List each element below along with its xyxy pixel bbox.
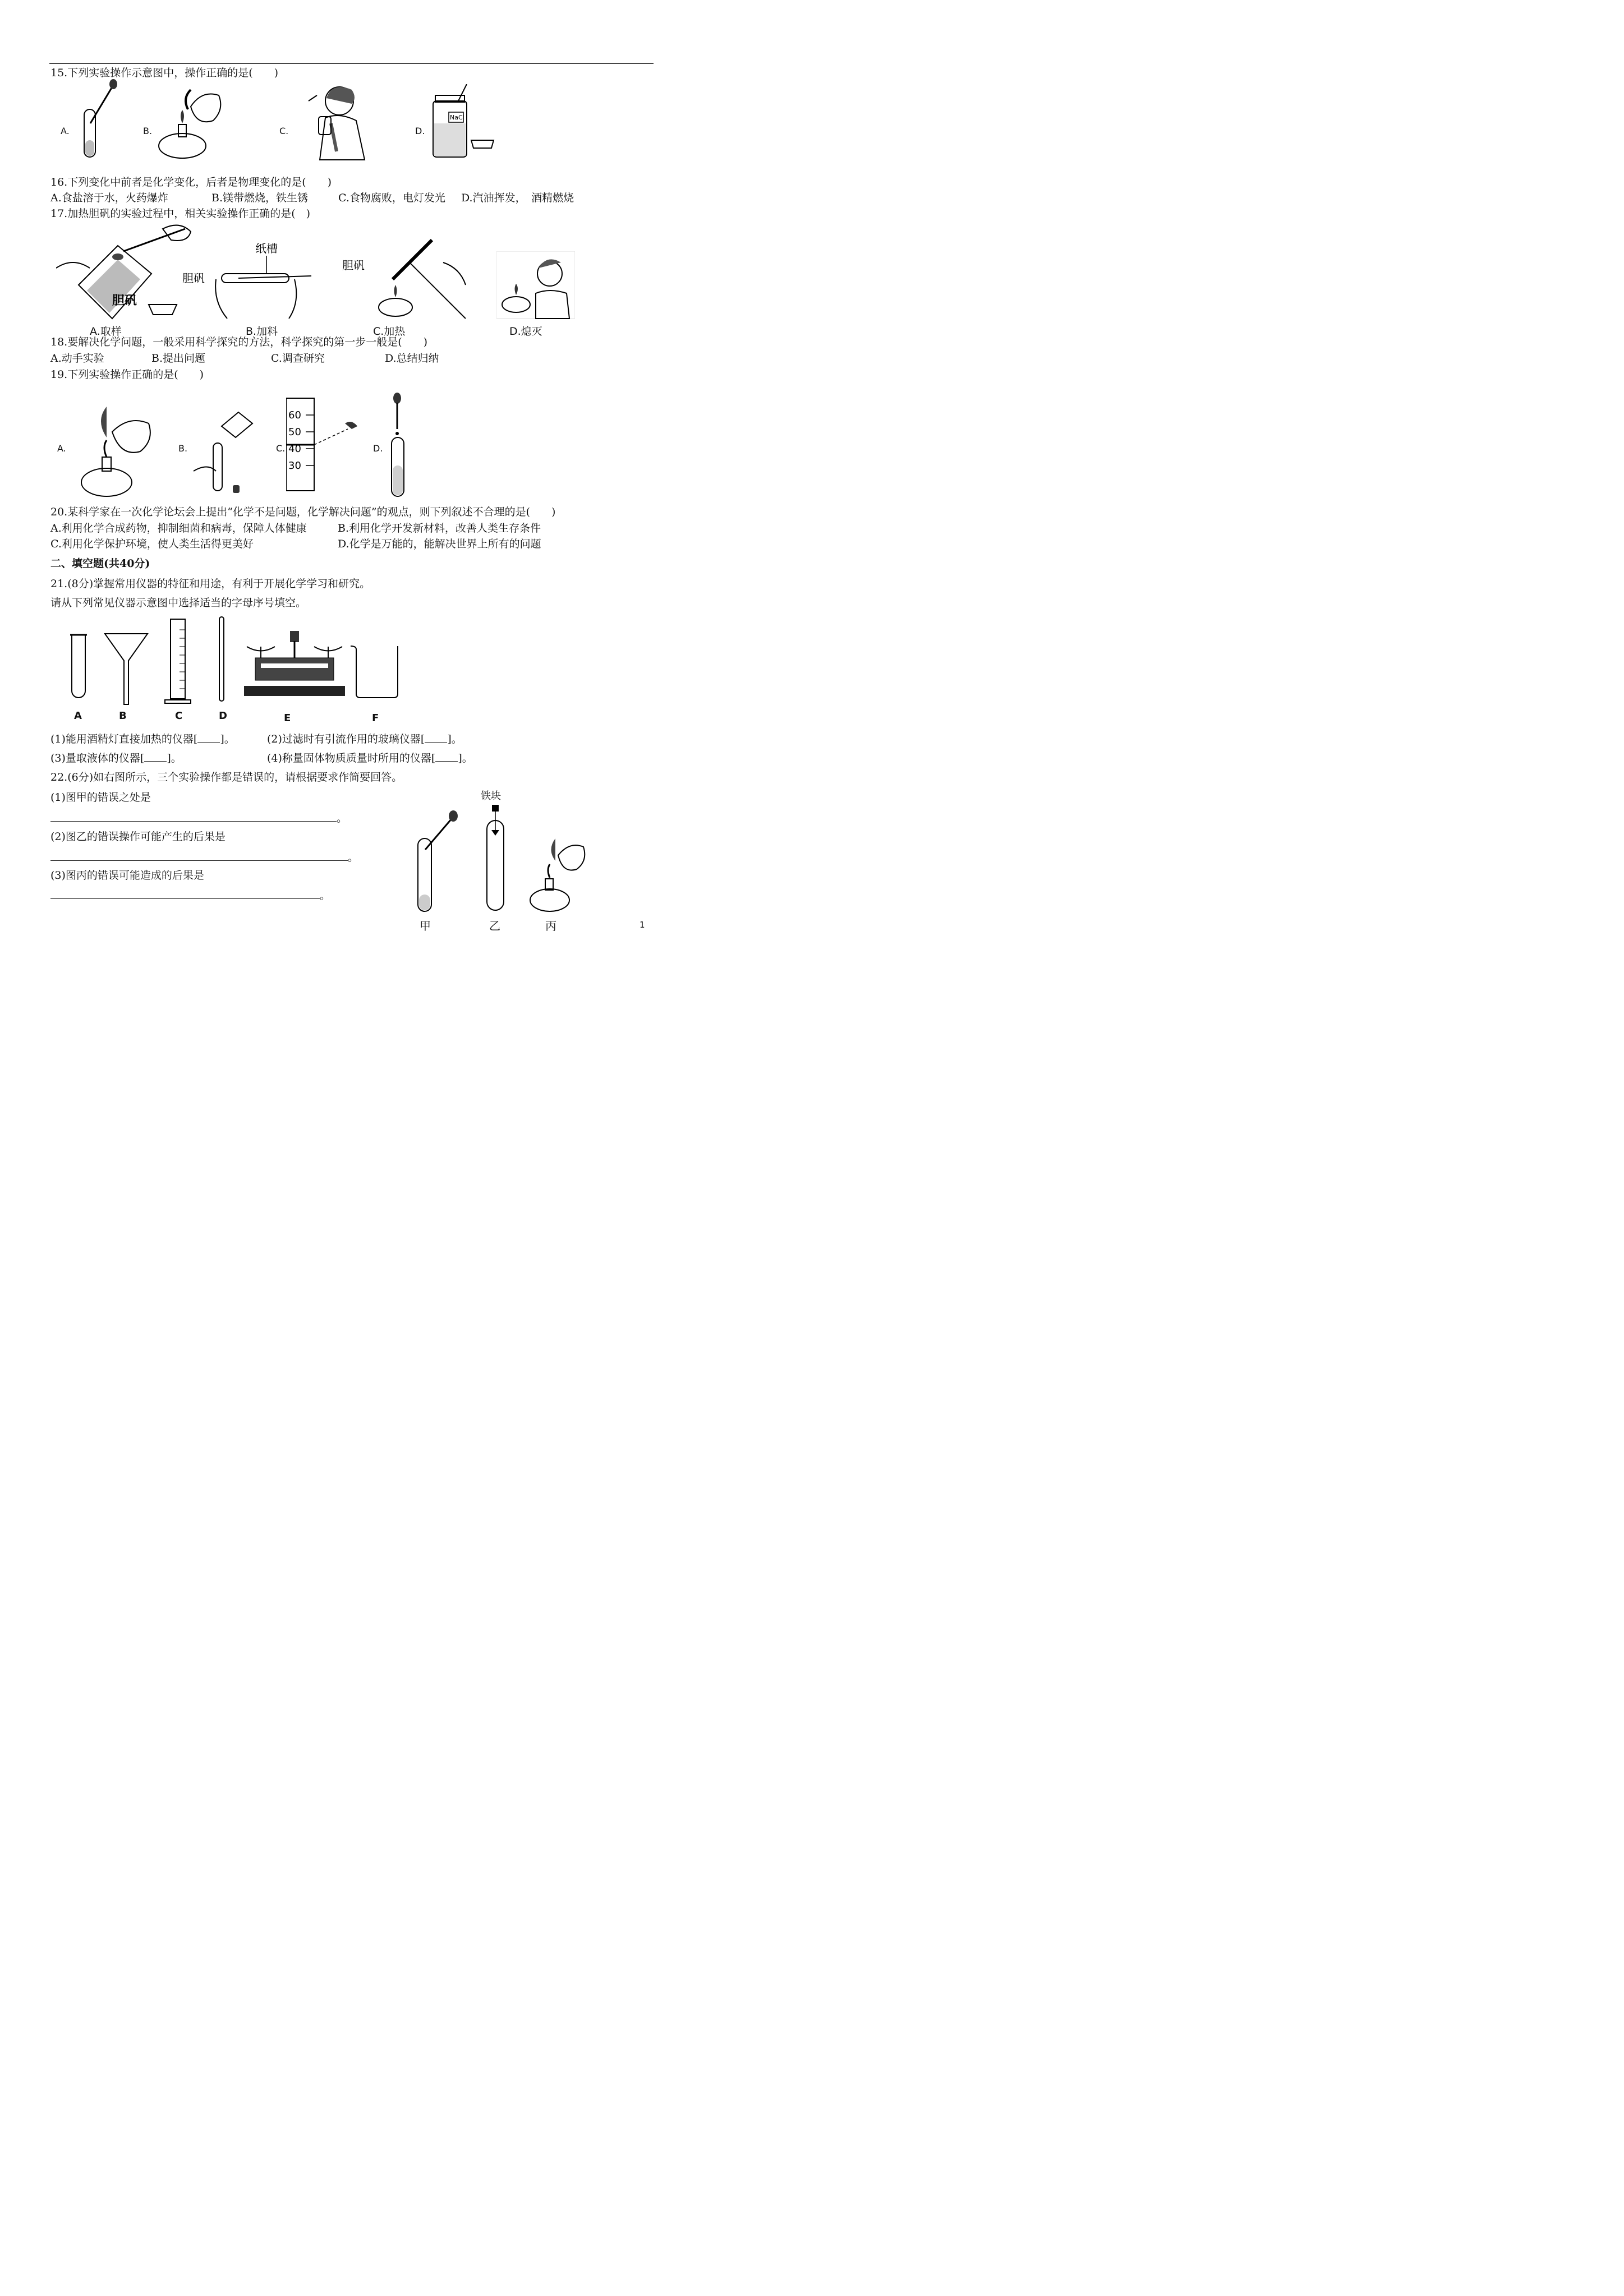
q19-a-lamp-to-lamp-icon xyxy=(73,404,157,499)
q22-answer3 xyxy=(50,888,330,902)
balance-icon xyxy=(244,630,345,708)
q16-option-a: A.食盐溶于水，火药爆炸 xyxy=(50,192,168,204)
q20-stem: 20.某科学家在一次化学论坛会上提出“化学不是问题，化学解决问题”的观点，则下列叙述不合理的是( ) xyxy=(50,506,556,518)
q21-part2-end: 。 xyxy=(451,733,462,745)
q22-part1: (1)图甲的错误之处是 xyxy=(50,791,151,804)
q17-figures xyxy=(50,223,589,338)
section2-title: 二、填空题(共40分) xyxy=(50,557,150,570)
q17-caption-d: D.熄灭 xyxy=(509,325,542,338)
q22-jia-dropper-icon xyxy=(415,810,466,917)
q22-answer2-blank[interactable] xyxy=(50,850,348,861)
q22-answer1 xyxy=(50,811,347,825)
q21-answer1-blank[interactable] xyxy=(197,732,220,743)
q21-part3: (3)量取液体的仪器[ ]。 xyxy=(50,752,182,764)
q16-option-c: C.食物腐败，电灯发光 xyxy=(338,192,445,204)
q15-stem: 15.下列实验操作示意图中，操作正确的是( ) xyxy=(50,67,279,79)
q15-d-nacl-jar-icon xyxy=(427,84,506,163)
q21-part3-end: 。 xyxy=(171,752,182,764)
q22-figures xyxy=(410,788,600,934)
beaker-icon xyxy=(348,644,404,700)
q17-stem: 17.加热胆矾的实验过程中，相关实验操作正确的是( ) xyxy=(50,208,311,220)
q15-label-a: A. xyxy=(61,126,70,136)
instrument-label-b: B xyxy=(119,710,127,722)
funnel-icon xyxy=(104,633,149,706)
q16-option-d: D.汽油挥发， 酒精燃烧 xyxy=(461,192,574,204)
q19-c-tick-50: 50 xyxy=(288,426,301,438)
q21-part2-text: (2)过滤时有引流作用的玻璃仪器 xyxy=(267,733,421,745)
fig-label-yi: 乙 xyxy=(489,919,500,933)
q18-option-b: B.提出问题 xyxy=(151,352,206,365)
q19-figures xyxy=(50,393,443,505)
fig-label-bing: 丙 xyxy=(545,919,556,933)
instrument-label-c: C xyxy=(175,710,183,722)
iron-block-label: 铁块 xyxy=(481,790,501,802)
q17-a-sampling-icon xyxy=(56,223,196,324)
q22-stem: 22.(6分)如右图所示，三个实验操作都是错误的，请根据要求作简要回答。 xyxy=(50,771,403,783)
q18-option-a: A.动手实验 xyxy=(50,352,104,365)
q22-answer1-end: 。 xyxy=(337,812,348,824)
q22-part3: (3)图丙的错误可能造成的后果是 xyxy=(50,869,204,882)
instrument-label-d: D xyxy=(219,710,227,722)
q21-instruments xyxy=(56,616,415,728)
q19-c-tick-30: 30 xyxy=(288,460,301,472)
q17-a-bottle-text: 胆矾 xyxy=(112,294,137,308)
q15-figures xyxy=(50,79,555,168)
q22-answer2 xyxy=(50,850,358,864)
q16-stem: 16.下列变化中前者是化学变化，后者是物理变化的是( ) xyxy=(50,176,332,188)
q19-c-tick-40: 40 xyxy=(288,443,301,455)
q19-b-adding-solid-icon xyxy=(191,404,258,499)
fig-label-jia: 甲 xyxy=(420,919,431,933)
q21-part2: (2)过滤时有引流作用的玻璃仪器[ ]。 xyxy=(267,733,462,745)
q19-label-c: C. xyxy=(276,443,286,454)
q18-option-c: C.调查研究 xyxy=(271,352,325,365)
q15-b-lamp-to-lamp-icon xyxy=(151,84,230,163)
q21-instruction: 请从下列常见仪器示意图中选择适当的字母序号填空。 xyxy=(50,597,307,609)
q17-b-label: 胆矾 xyxy=(182,271,205,285)
q19-c-cylinder-reading-icon xyxy=(286,393,365,499)
q17-c-heating-icon xyxy=(342,229,477,324)
test-tube-icon xyxy=(67,633,90,706)
q21-stem: 21.(8分)掌握常用仪器的特征和用途，有利于开展化学学习和研究。 xyxy=(50,578,371,590)
q19-label-d: D. xyxy=(373,443,383,454)
page-number: 1 xyxy=(640,920,645,930)
q19-label-b: B. xyxy=(178,443,188,454)
instrument-label-a: A xyxy=(74,710,82,722)
glass-rod-icon xyxy=(217,616,226,706)
q22-bing-lamp-icon xyxy=(527,838,589,917)
q21-answer2-blank[interactable] xyxy=(425,732,447,743)
q15-d-jar-label: NaCl xyxy=(450,114,464,121)
q15-label-c: C. xyxy=(279,126,289,136)
q21-part4-text: (4)称量固体物质质量时所用的仪器 xyxy=(267,752,431,764)
q15-label-d: D. xyxy=(415,126,425,136)
q21-answer4-blank[interactable] xyxy=(435,751,458,762)
q15-label-b: B. xyxy=(143,126,153,136)
q20-option-d: D.化学是万能的，能解决世界上所有的问题 xyxy=(338,538,541,550)
q19-d-dropper-above-tube-icon xyxy=(381,393,415,499)
q22-answer3-end: 。 xyxy=(320,889,331,902)
q22-part2: (2)图乙的错误操作可能产生的后果是 xyxy=(50,831,226,843)
q18-option-d: D.总结归纳 xyxy=(385,352,439,365)
q19-stem: 19.下列实验操作正确的是( ) xyxy=(50,368,204,381)
q17-caption-a: A.取样 xyxy=(90,325,122,338)
graduated-cylinder-icon xyxy=(163,616,196,706)
q15-c-smelling-icon xyxy=(292,79,381,163)
q17-b-top-label: 纸槽 xyxy=(255,242,278,255)
q21-part1-end: 。 xyxy=(224,733,235,745)
q17-caption-c: C.加热 xyxy=(373,325,406,338)
q22-answer1-blank[interactable] xyxy=(50,811,337,822)
q17-caption-b: B.加料 xyxy=(246,325,278,338)
instrument-label-f: F xyxy=(372,712,379,724)
q20-option-c: C.利用化学保护环境，使人类生活得更美好 xyxy=(50,538,254,550)
q21-part4: (4)称量固体物质质量时所用的仪器[ ]。 xyxy=(267,752,473,764)
q22-answer2-end: 。 xyxy=(348,851,359,864)
q22-yi-iron-drop-icon xyxy=(482,805,510,917)
q21-part1-text: (1)能用酒精灯直接加热的仪器 xyxy=(50,733,194,745)
q17-b-paper-trough-icon xyxy=(182,240,317,324)
q18-stem: 18.要解决化学问题，一般采用科学探究的方法，科学探究的第一步一般是( ) xyxy=(50,336,428,348)
q16-option-b: B.镁带燃烧，铁生锈 xyxy=(211,192,309,204)
q22-answer3-blank[interactable] xyxy=(50,888,320,899)
q19-c-tick-60: 60 xyxy=(288,409,301,421)
q17-d-blow-out-icon xyxy=(496,251,575,321)
q19-label-a: A. xyxy=(57,443,66,454)
q21-part3-text: (3)量取液体的仪器 xyxy=(50,752,140,764)
q15-a-dropper-in-tube-icon xyxy=(73,79,123,163)
q20-option-a: A.利用化学合成药物，抑制细菌和病毒，保障人体健康 xyxy=(50,522,307,534)
q21-part1: (1)能用酒精灯直接加热的仪器[ ]。 xyxy=(50,733,235,745)
q21-answer3-blank[interactable] xyxy=(144,751,167,762)
q21-part4-end: 。 xyxy=(462,752,473,764)
header-rule xyxy=(49,63,654,64)
q17-c-label: 胆矾 xyxy=(342,259,365,272)
q20-option-b: B.利用化学开发新材料，改善人类生存条件 xyxy=(338,522,541,534)
instrument-label-e: E xyxy=(284,712,291,724)
